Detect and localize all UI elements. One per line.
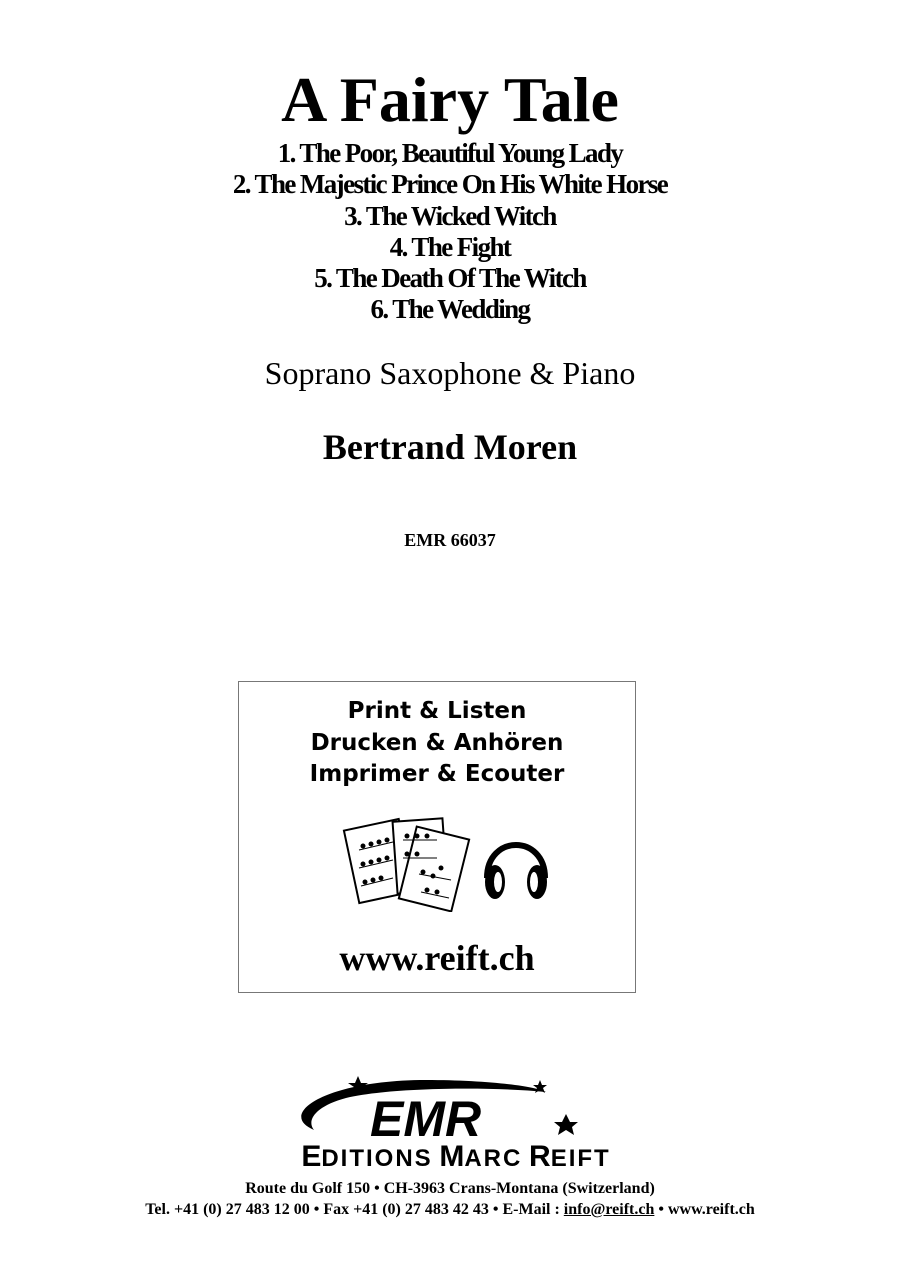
- instrumentation: Soprano Saxophone & Piano: [264, 355, 636, 391]
- movement-item: 4. The Fight: [389, 231, 511, 262]
- contact-website: • www.reift.ch: [654, 1201, 755, 1218]
- promo-icons: [337, 812, 567, 912]
- sheet-music-icon: [344, 818, 469, 911]
- promo-line-de: Drucken & Anhören: [310, 729, 564, 756]
- title: A Fairy Tale: [281, 64, 619, 135]
- email-link[interactable]: info@reift.ch: [563, 1201, 655, 1218]
- emr-logo: [236, 1074, 676, 1174]
- promo-line-fr: Imprimer & Ecouter: [309, 761, 565, 787]
- composer: Bertrand Moren: [322, 427, 578, 467]
- promo-url[interactable]: www.reift.ch: [339, 938, 535, 978]
- movement-list: [0, 138, 900, 326]
- contact-phone-fax: Tel. +41 (0) 27 483 12 00 • Fax +41 (0) 27 483 42 43 • E-Mail :: [145, 1201, 564, 1218]
- emr-logo-letters: EMR: [370, 1091, 482, 1147]
- movement-item: 3. The Wicked Witch: [344, 200, 556, 231]
- movement-item: 5. The Death Of The Witch: [314, 263, 586, 294]
- contact-line: [0, 1199, 900, 1220]
- movement-item: 1. The Poor, Beautiful Young Lady: [277, 138, 623, 168]
- movement-item: 6. The Wedding: [370, 294, 530, 325]
- publisher-address: [0, 1178, 900, 1220]
- movement-item: 2. The Majestic Prince On His White Horse: [232, 169, 668, 200]
- headphones-icon: [485, 845, 547, 899]
- print-listen-box: [238, 681, 636, 993]
- publisher-name: EDITIONS MARC REIFT: [301, 1140, 611, 1173]
- promo-lines: [239, 696, 635, 791]
- address-line: Route du Golf 150 • CH-3963 Crans-Montana (Switzerland): [245, 1180, 655, 1197]
- promo-line-en: Print & Listen: [347, 698, 527, 724]
- catalog-number: EMR 66037: [404, 530, 496, 550]
